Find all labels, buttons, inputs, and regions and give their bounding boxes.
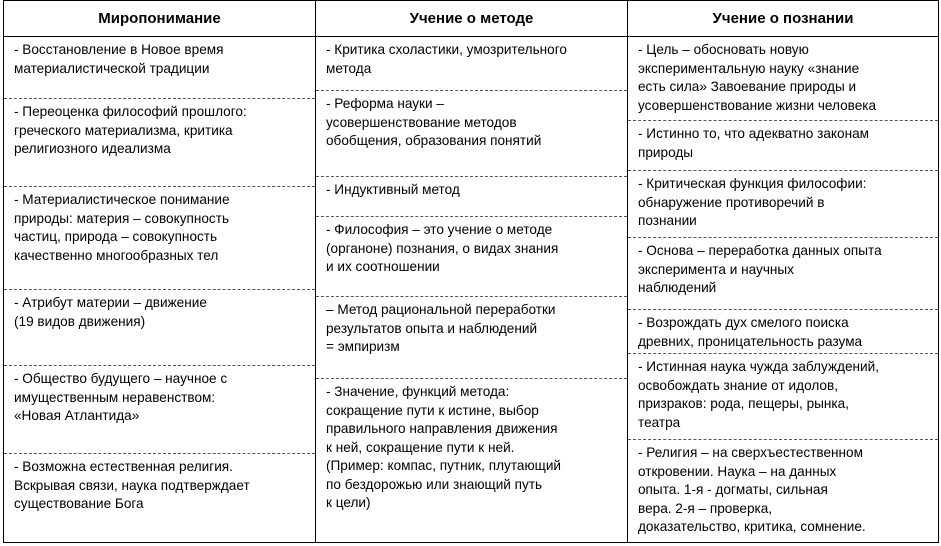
table-cell: - Материалистическое понимание природы: материя – совокупность частиц, природа – совокупность качественно многообразных тел	[4, 187, 315, 290]
table-cell: - Истинно то, что адекватно законам природы	[628, 121, 938, 171]
table-cell: - Значение, функций метода: сокращение пути к истине, выбор правильного направления движения к ней, сокращение пути к ней. (Пример: компас, путник, плутающий по бездорожью или знающий путь к цели)	[326, 384, 562, 510]
table-cell: - Переоценка философий прошлого: греческого материализма, критика религиозного идеализма	[4, 99, 315, 187]
table-cell: - Критика схоластики, умозрительного метода	[316, 37, 627, 91]
table-cell: - Восстановление в Новое время материалистической традиции	[4, 37, 315, 99]
table-cell: - Истинная наука чужда заблуждений, освобождать знание от идолов, призраков: рода, пещеры, рынка, театра	[628, 354, 938, 440]
table-cell: - Возрождать дух смелого поиска древних, проницательность разума	[628, 310, 938, 354]
table-cell: - Реформа науки – усовершенствование методов обобщения, образования понятий	[316, 91, 627, 177]
column-method	[315, 0, 628, 543]
column-header-cognition: Учение о познании	[628, 1, 938, 37]
table-cell: - Основа – переработка данных опыта эксперимента и научных наблюдений	[628, 238, 938, 310]
table-cell: - Общество будущего – научное с имущественным неравенством: «Новая Атлантида»	[4, 366, 315, 454]
table-cell: - Индуктивный метод	[316, 177, 627, 217]
table-cell: - Критическая функция философии: обнаружение противоречий в познании	[628, 171, 938, 238]
column-cognition	[627, 0, 939, 543]
table-cell: - Философия – это учение о методе (органоне) познания, о видах знания и их соотношении	[316, 217, 627, 297]
table-cell: - Религия – на сверхъестественном откровении. Наука – на данных опыта. 1-я - догматы, сильная вера. 2-я – проверка, доказательство, критика, сомнение.	[638, 445, 866, 534]
column-header-method: Учение о методе	[316, 1, 627, 37]
table-cell: - Возможна естественная религия. Вскрывая связи, наука подтверждает существование Бога	[14, 459, 250, 511]
table-cell: – Метод рациональной переработки результатов опыта и наблюдений = эмпиризм	[316, 297, 627, 379]
column-header-worldview: Миропонимание	[4, 1, 315, 37]
table-cell: - Атрибут материи – движение (19 видов движения)	[4, 290, 315, 366]
table-cell: - Цель – обосновать новую экспериментальную науку «знание есть сила» Завоевание природы и усовершенствование жизни человека	[628, 37, 938, 121]
column-worldview	[3, 0, 316, 543]
